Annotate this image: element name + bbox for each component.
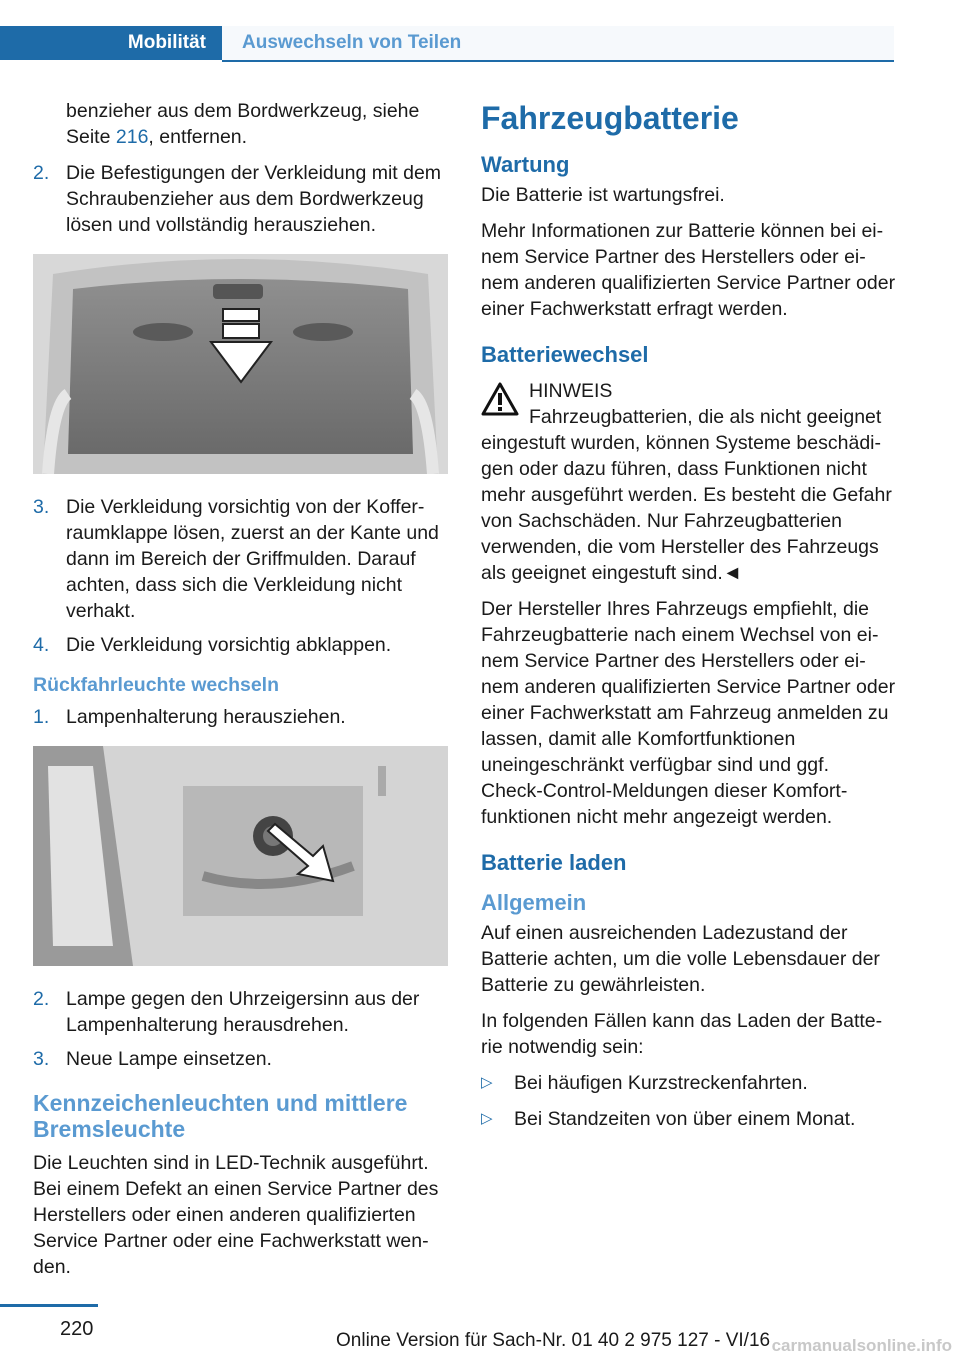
warning-text: Fahrzeugbatterien, die als nicht geeignet eingestuft wurden, können Systeme beschädigen oder dazu führen, dass Funktionen nicht mehr ausgeführt werden. Es besteht die Gefahr von Sachschäden. Nur Fahrzeugbatterien verwenden, die vom Hersteller des Fahrzeugs als geeignet eingestuft sind.◄ xyxy=(481,406,892,584)
step-text: Lampenhalterung herausziehen. xyxy=(66,706,346,728)
step-number: 1. xyxy=(33,706,50,728)
page-title: Fahrzeugbatterie xyxy=(481,100,739,136)
step-text: Die Verkleidung vorsichtig abklappen. xyxy=(66,634,392,656)
section-heading-kennzeichenleuchten: Kennzeichenleuchten und mittlere Bremsleuchte xyxy=(33,1090,408,1142)
wartung-text-1: Die Batterie ist wartungsfrei. xyxy=(481,184,725,206)
bullet-text: Bei Standzeiten von über einem Monat. xyxy=(514,1108,856,1130)
list-item xyxy=(33,704,448,730)
section-heading-batteriewechsel: Batteriewechsel xyxy=(481,342,649,367)
step-text: Die Verkleidung vorsichtig von der Kofferraumklappe lösen, zuerst an der Kante und dann im Bereich der Griffmulden. Darauf achten, dass sich die Verkleidung nicht verhakt. xyxy=(66,496,439,622)
tab-mobilitaet[interactable]: Mobilität xyxy=(0,26,222,60)
step-number: 3. xyxy=(33,1048,50,1070)
step-number: 4. xyxy=(33,634,50,656)
section-heading-allgemein: Allgemein xyxy=(481,890,587,915)
list-item xyxy=(33,1046,448,1072)
step-number: 2. xyxy=(33,162,50,184)
list-item xyxy=(33,632,448,658)
batteriewechsel-text: Der Hersteller Ihres Fahrzeugs empfiehlt, die Fahrzeugbatterie nach einem Wechsel von einem Service Partner des Herstellers oder einem anderen qualifizierten Service Partner oder einer Fachwerkstatt am Fahrzeug anmelden zu lassen, damit alle Komfortfunktionen uneingeschränkt verfügbar sind und ggf. Check-Control-Meldungen dieser Komfortfunktionen nicht mehr angezeigt werden. xyxy=(481,598,896,828)
list-item xyxy=(33,494,448,624)
step-number: 2. xyxy=(33,988,50,1010)
page-number: 220 xyxy=(60,1318,94,1340)
warning-notice xyxy=(481,378,896,404)
watermark: carmanualsonline.info xyxy=(771,1336,952,1355)
allgemein-text-1: Auf einen ausreichenden Ladezustand der Batterie achten, um die volle Lebensdauer der Batterie zu gewährleisten. xyxy=(481,922,880,996)
step-text: Neue Lampe einsetzen. xyxy=(66,1048,272,1070)
list-item xyxy=(33,986,448,1038)
section-heading-rueckfahrleuchte: Rückfahrleuchte wechseln xyxy=(33,674,279,696)
left-column xyxy=(33,98,448,1290)
triangle-bullet-icon: ▷ xyxy=(481,1074,493,1091)
step-text: Die Befestigungen der Verkleidung mit dem Schraubenzieher aus dem Bordwerkzeug lösen und vollständig herausziehen. xyxy=(66,162,442,236)
list-item xyxy=(481,1070,896,1096)
plate-light-text: Die Leuchten sind in LED-Technik ausgeführt. Bei einem Defekt an einen Service Partner des Herstellers oder einen anderen qualifizierten Service Partner oder eine Fachwerkstatt wenden. xyxy=(33,1152,439,1278)
footer-rule xyxy=(0,1304,98,1307)
list-item xyxy=(481,1106,896,1132)
warning-label: HINWEIS xyxy=(529,380,613,402)
step-number: 3. xyxy=(33,496,50,518)
bullet-text: Bei häufigen Kurzstreckenfahrten. xyxy=(514,1072,808,1094)
tab-auswechseln-von-teilen[interactable]: Auswechseln von Teilen xyxy=(222,26,894,62)
section-heading-wartung: Wartung xyxy=(481,152,570,177)
step-text: Lampe gegen den Uhrzeigersinn aus der Lampenhalterung herausdrehen. xyxy=(66,988,420,1036)
continuation-text: benzieher aus dem Bordwerkzeug, siehe Seite 216, entfernen. xyxy=(66,100,420,148)
lamp-holder-photo xyxy=(33,746,448,966)
right-column xyxy=(481,100,896,1142)
page-link-216[interactable]: 216 xyxy=(115,126,149,148)
list-item xyxy=(33,160,448,238)
trunk-lid-lining-photo xyxy=(33,254,448,474)
online-version-note: Online Version für Sach-Nr. 01 40 2 975 127 - VI/16 xyxy=(336,1330,771,1351)
allgemein-text-2: In folgenden Fällen kann das Laden der Batterie notwendig sein: xyxy=(481,1010,883,1058)
section-heading-batterie-laden: Batterie laden xyxy=(481,850,627,875)
triangle-bullet-icon: ▷ xyxy=(481,1110,493,1127)
warning-triangle-icon xyxy=(481,382,519,416)
wartung-text-2: Mehr Informationen zur Batterie können bei einem Service Partner des Herstellers oder einem anderen qualifizierten Service Partner oder einer Fachwerkstatt erfragt werden. xyxy=(481,220,896,320)
